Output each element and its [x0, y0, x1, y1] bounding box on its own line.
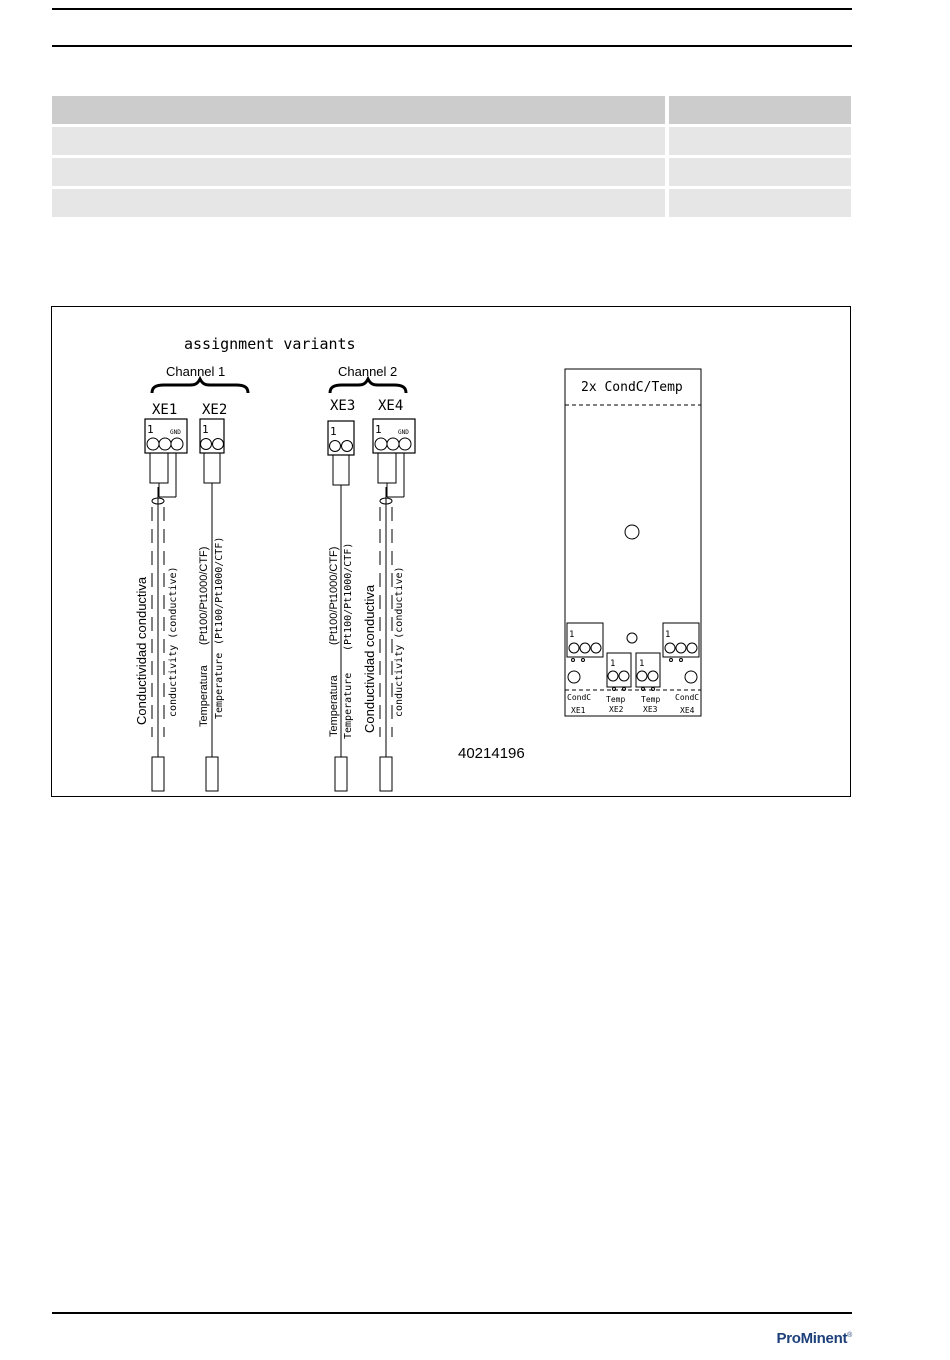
xe2-temp-es: Temperatura	[198, 665, 210, 727]
xe2-pin1: 1	[202, 423, 209, 436]
xe2-temp-types-en: (Pt100/Pt1000/CTF)	[214, 536, 225, 645]
xe1-gnd: GND	[170, 429, 181, 436]
xe4-gnd: GND	[398, 429, 409, 436]
table-header-cell	[669, 96, 851, 124]
header-rule-top	[52, 8, 852, 10]
logo-registered-mark: ®	[847, 1332, 852, 1339]
logo-pro: Pro	[776, 1330, 801, 1347]
logo-minent: Minent	[800, 1330, 848, 1347]
xe2-label: XE2	[202, 402, 228, 418]
module-label-condc-4: CondC	[675, 693, 700, 702]
table-header-cell	[52, 96, 665, 124]
xe3-temp-types-es: (Pt100/Pt1000/CTF)	[328, 546, 340, 645]
module-xe4-pin1: 1	[665, 630, 671, 640]
table-header-row	[52, 96, 851, 124]
prominent-logo	[777, 1330, 853, 1347]
module-title: 2x CondC/Temp	[581, 380, 683, 395]
table-cell	[669, 158, 851, 186]
xe1-pin1: 1	[147, 423, 154, 436]
xe4-cond-es: Conductividad conductiva	[362, 584, 377, 733]
xe4-cond-en: conductivity (conductive)	[394, 566, 405, 717]
table-cell	[52, 189, 665, 217]
xe3-temp-es: Temperatura	[328, 675, 340, 737]
module-label-temp-3: Temp	[641, 695, 661, 704]
xe4-label: XE4	[378, 398, 404, 414]
xe2-temp-en: Temperature	[214, 652, 225, 719]
table-cell	[52, 127, 665, 155]
module-label-xe2: XE2	[609, 705, 624, 714]
table-cell	[669, 189, 851, 217]
xe3-label: XE3	[330, 398, 356, 414]
module-label-xe1: XE1	[571, 706, 586, 715]
xe4-pin1: 1	[375, 423, 382, 436]
xe1-label: XE1	[152, 402, 178, 418]
data-table	[52, 96, 851, 220]
table-cell	[52, 158, 665, 186]
footer-rule	[52, 1312, 852, 1314]
xe2-temp-types-es: (Pt100/Pt1000/CTF)	[198, 546, 210, 645]
channel2-label: Channel 2	[338, 364, 398, 379]
table-cell	[669, 127, 851, 155]
module-label-temp-2: Temp	[606, 695, 626, 704]
module-label-condc-1: CondC	[567, 693, 592, 702]
wiring-diagram	[51, 306, 851, 797]
diagram-title: assignment variants	[184, 335, 356, 353]
header-rule-bottom	[52, 45, 852, 47]
xe3-temp-types-en: (Pt100/Pt1000/CTF)	[343, 542, 354, 651]
channel2-brace	[330, 379, 406, 393]
module-label-xe4: XE4	[680, 706, 695, 715]
channel1-brace	[152, 379, 248, 393]
table-row	[52, 127, 851, 155]
channel1-label: Channel 1	[166, 364, 226, 379]
part-number: 40214196	[458, 745, 525, 762]
xe3-temp-en: Temperature	[343, 672, 354, 739]
xe1-cond-en: conductivity (conductive)	[168, 566, 179, 717]
module-xe1-pin1: 1	[569, 630, 575, 640]
xe4-cable	[380, 487, 392, 791]
table-row	[52, 189, 851, 217]
table-row	[52, 158, 851, 186]
module-xe2-pin1: 1	[610, 659, 616, 669]
xe1-cond-es: Conductividad conductiva	[134, 576, 149, 725]
module-board	[565, 369, 701, 716]
xe3-pin1: 1	[330, 425, 337, 438]
module-xe3-pin1: 1	[639, 659, 645, 669]
xe1-cable	[152, 487, 164, 791]
module-label-xe3: XE3	[643, 705, 658, 714]
